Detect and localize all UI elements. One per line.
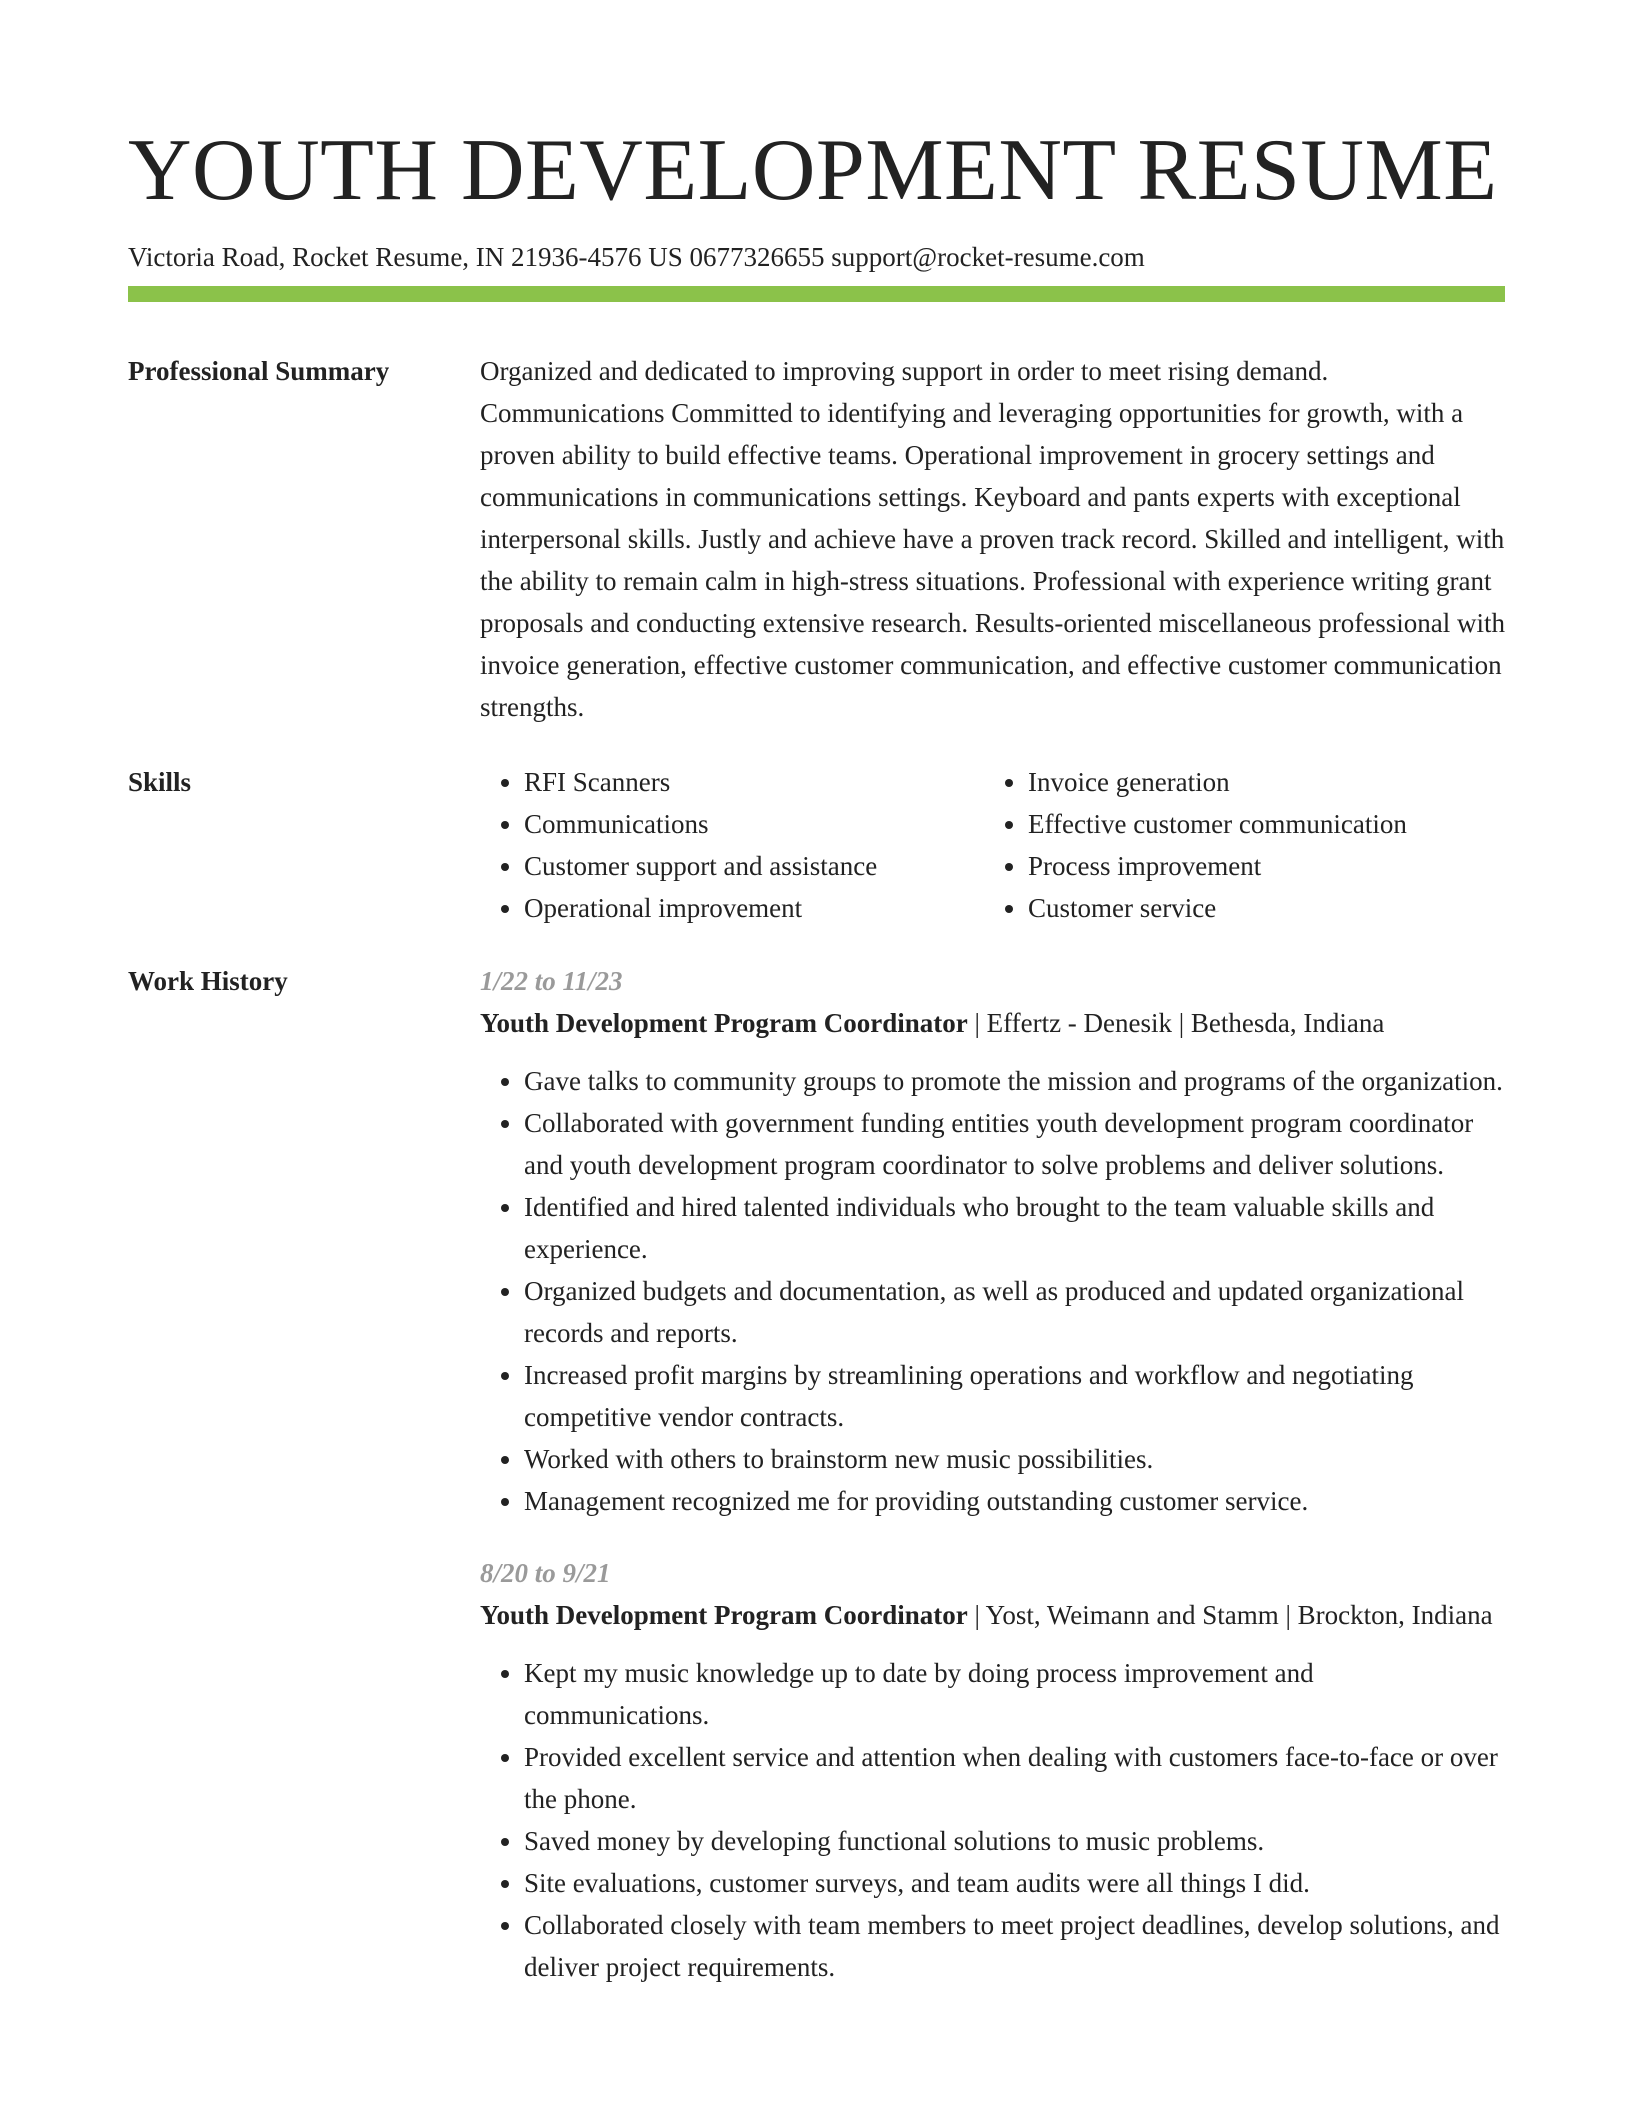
job-heading bbox=[480, 1002, 1505, 1044]
job-title: Youth Development Program Coordinator bbox=[480, 1008, 968, 1038]
job-employer-location: | Effertz - Denesik | Bethesda, Indiana bbox=[967, 1008, 1385, 1038]
job-employer-location: | Yost, Weimann and Stamm | Brockton, Indiana bbox=[967, 1600, 1493, 1630]
accent-divider bbox=[128, 286, 1505, 302]
skill-item: • Operational improvement bbox=[524, 887, 984, 929]
skill-item: • Invoice generation bbox=[1028, 761, 1488, 803]
job-heading bbox=[480, 1594, 1505, 1636]
job-bullet: • Gave talks to community groups to promote the mission and programs of the organization. bbox=[524, 1060, 1505, 1102]
work-history-body bbox=[480, 960, 1505, 1988]
job-entry bbox=[480, 960, 1505, 1522]
job-bullet: • Increased profit margins by streamlining operations and workflow and negotiating competitive vendor contracts. bbox=[524, 1354, 1505, 1438]
job-bullet: • Identified and hired talented individuals who brought to the team valuable skills and experience. bbox=[524, 1186, 1505, 1270]
skill-item: • Process improvement bbox=[1028, 845, 1488, 887]
job-bullet: • Kept my music knowledge up to date by doing process improvement and communications. bbox=[524, 1652, 1505, 1736]
summary-label: Professional Summary bbox=[128, 356, 390, 386]
resume-title: YOUTH DEVELOPMENT RESUME bbox=[128, 122, 1498, 219]
skills-list-right bbox=[984, 761, 1488, 929]
skills-body bbox=[480, 761, 1505, 929]
resume-header bbox=[128, 118, 1505, 274]
skill-item: • Customer support and assistance bbox=[524, 845, 984, 887]
job-title: Youth Development Program Coordinator bbox=[480, 1600, 968, 1630]
contact-line: Victoria Road, Rocket Resume, IN 21936-4576 US 0677326655 support@rocket-resume.com bbox=[128, 242, 1145, 272]
skill-item: • RFI Scanners bbox=[524, 761, 984, 803]
job-dates: 8/20 to 9/21 bbox=[480, 1558, 611, 1588]
skills-label: Skills bbox=[128, 767, 192, 797]
job-bullet: • Collaborated closely with team members to meet project deadlines, develop solutions, and deliver project requirements. bbox=[524, 1904, 1505, 1988]
job-bullet: • Provided excellent service and attention when dealing with customers face-to-face or over the phone. bbox=[524, 1736, 1505, 1820]
job-bullet: • Site evaluations, customer surveys, and team audits were all things I did. bbox=[524, 1862, 1505, 1904]
summary-body bbox=[480, 350, 1505, 728]
job-bullet: • Collaborated with government funding entities youth development program coordinator and youth development program coordinator to solve problems and deliver solutions. bbox=[524, 1102, 1505, 1186]
job-bullets bbox=[480, 1060, 1505, 1522]
job-bullet: • Worked with others to brainstorm new music possibilities. bbox=[524, 1438, 1505, 1480]
skill-item: • Effective customer communication bbox=[1028, 803, 1488, 845]
skills-grid bbox=[480, 761, 1505, 929]
job-bullet: • Organized budgets and documentation, as well as produced and updated organizational records and reports. bbox=[524, 1270, 1505, 1354]
skill-item: • Customer service bbox=[1028, 887, 1488, 929]
work-history-label: Work History bbox=[128, 966, 288, 996]
job-bullets bbox=[480, 1652, 1505, 1988]
skills-list-left bbox=[480, 761, 984, 929]
job-entry bbox=[480, 1552, 1505, 1988]
skill-item: • Communications bbox=[524, 803, 984, 845]
job-dates: 1/22 to 11/23 bbox=[480, 966, 623, 996]
job-bullet: • Saved money by developing functional solutions to music problems. bbox=[524, 1820, 1505, 1862]
summary-text: Organized and dedicated to improving support in order to meet rising demand. Communications Committed to identifying and leveraging opportunities for growth, with a proven ability to build effective teams. Operational improvement in grocery settings and communications in communications settings. Keyboard and pants experts with exceptional interpersonal skills. Justly and achieve have a proven track record. Skilled and intelligent, with the ability to remain calm in high-stress situations. Professional with experience writing grant proposals and conducting extensive research. Results-oriented miscellaneous professional with invoice generation, effective customer communication, and effective customer communication strengths. bbox=[480, 356, 1505, 722]
job-bullet: • Management recognized me for providing outstanding customer service. bbox=[524, 1480, 1505, 1522]
